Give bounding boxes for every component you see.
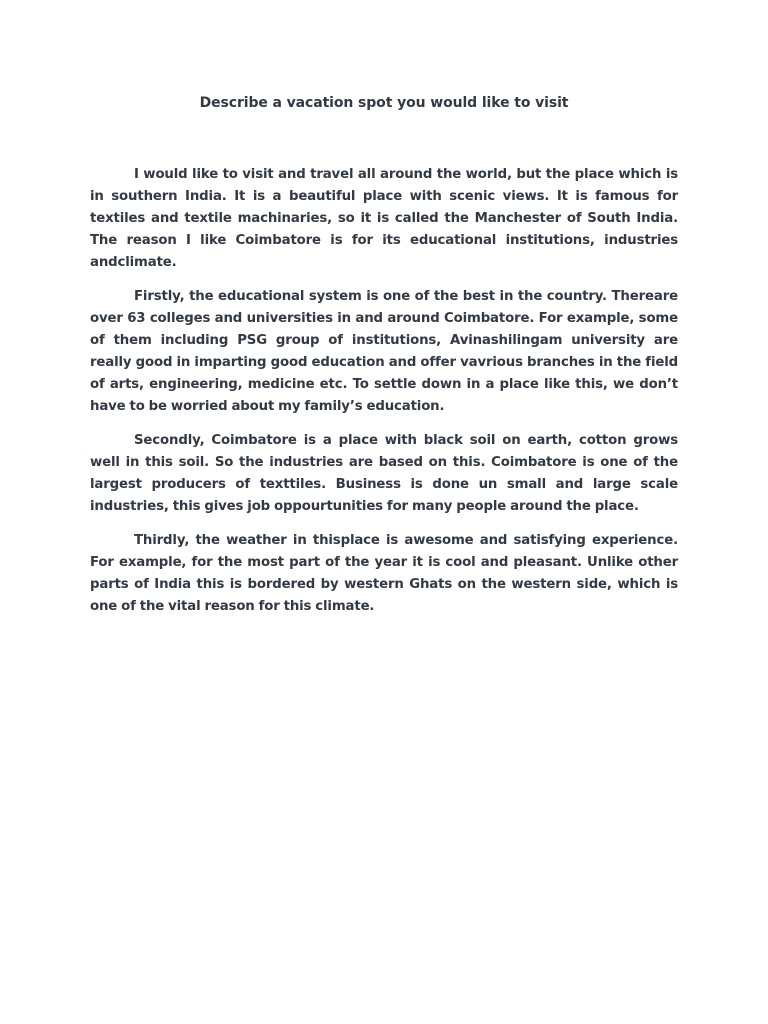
- paragraph-education: Firstly, the educational system is one of the best in the country. Thereare over 63 colleges and universities in and around Coimbatore. For example, some of them including PSG group of institutions, Avinashilingam university are really good in imparting good education and offer vavrious branches in the field of arts, engineering, medicine etc. To settle down in a place like this, we don’t have to be worried about my family’s education.: [90, 289, 678, 414]
- paragraph-industry: Secondly, Coimbatore is a place with black soil on earth, cotton grows well in this soil. So the industries are based on this. Coimbatore is one of the largest producers of texttiles. Business is done un small and large scale industries, this gives job oppourtunities for many people around the place.: [90, 433, 678, 514]
- document-title: Describe a vacation spot you would like to visit: [199, 95, 569, 111]
- paragraph-intro: I would like to visit and travel all around the world, but the place which is in southern India. It is a beautiful place with scenic views. It is famous for textiles and textile machinaries, so it is called the Manchester of South India. The reason I like Coimbatore is for its educational institutions, industries andclimate.: [90, 167, 678, 270]
- paragraph-weather: Thirdly, the weather in thisplace is awesome and satisfying experience. For example, for the most part of the year it is cool and pleasant. Unlike other parts of India this is bordered by western Ghats on the western side, which is one of the vital reason for this climate.: [90, 533, 678, 614]
- document-body: [90, 164, 678, 630]
